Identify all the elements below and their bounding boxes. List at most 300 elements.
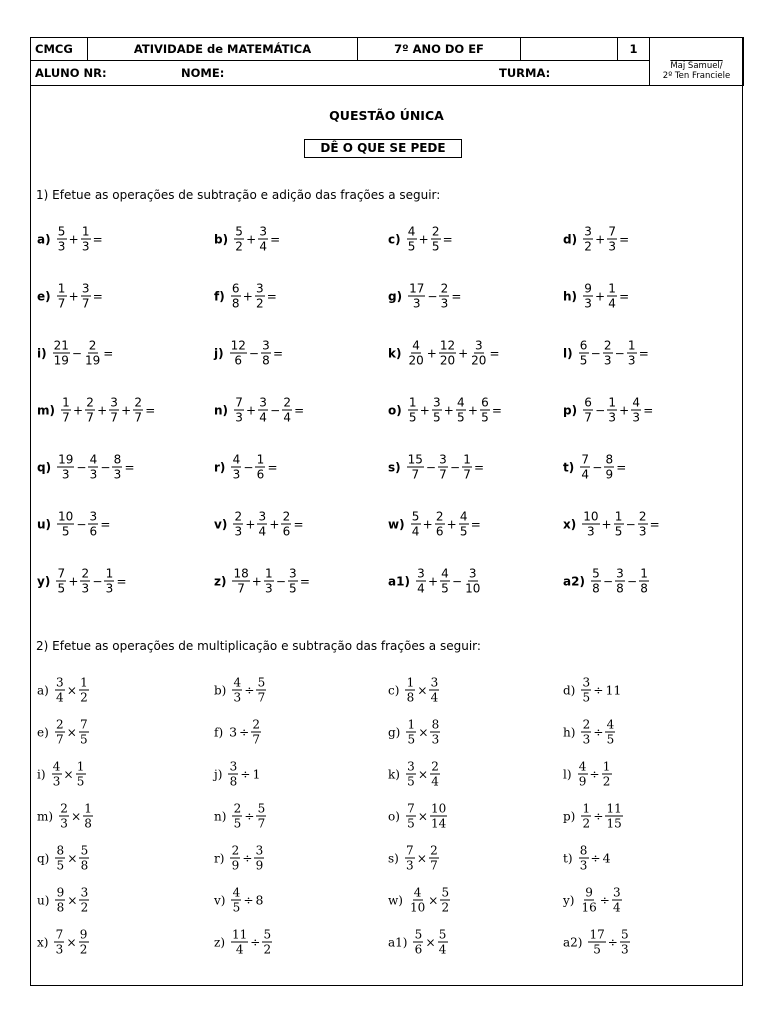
numerator: 2 — [582, 717, 591, 732]
denominator: 6 — [282, 524, 291, 539]
exercise-item — [388, 339, 501, 368]
exercise-expression — [53, 928, 89, 957]
exercise-expression — [580, 718, 616, 747]
exercise-expression — [406, 225, 454, 254]
numerator: 3 — [439, 452, 447, 467]
denominator: 3 — [608, 239, 616, 254]
denominator: 5 — [80, 732, 88, 747]
denominator: 5 — [233, 816, 242, 831]
fraction — [440, 567, 450, 596]
denominator: 3 — [57, 239, 66, 254]
denominator: 6 — [234, 353, 243, 368]
nome-label: NOME: — [181, 66, 225, 80]
numerator: 6 — [231, 281, 240, 296]
fraction — [228, 760, 238, 789]
numerator: 8 — [605, 452, 614, 467]
operator: − — [243, 460, 254, 474]
numerator: 7 — [80, 717, 88, 732]
fraction — [462, 453, 472, 482]
exercise-label: i) — [37, 346, 47, 360]
fraction — [438, 453, 448, 482]
exercise-item — [214, 396, 305, 425]
fraction — [464, 567, 481, 596]
equals-sign: = — [643, 403, 654, 417]
numerator: 4 — [233, 675, 242, 690]
denominator: 3 — [406, 858, 414, 873]
numerator: 4 — [457, 395, 465, 410]
exercise-label: p) — [563, 403, 578, 417]
fraction — [620, 928, 630, 957]
denominator: 8 — [616, 581, 624, 596]
exercise-item — [37, 510, 111, 539]
fraction — [406, 760, 416, 789]
fraction — [256, 802, 266, 831]
operator: − — [71, 346, 82, 360]
denominator: 3 — [264, 581, 273, 596]
denominator: 9 — [578, 774, 587, 789]
denominator: 7 — [463, 467, 471, 482]
denominator: 19 — [84, 353, 101, 368]
denominator: 8 — [592, 581, 600, 596]
exercise-item — [388, 718, 441, 747]
exercise-item — [37, 676, 90, 705]
exercise-item — [37, 396, 156, 425]
equals-sign: = — [649, 517, 660, 531]
operator: + — [619, 403, 630, 417]
grade-cell: 7º ANO DO EF — [358, 38, 521, 61]
numerator: 2 — [88, 338, 97, 353]
numerator: 5 — [621, 927, 629, 942]
section1-heading: 1) Efetue as operações de subtração e adição das frações a seguir: — [36, 188, 441, 202]
equals-sign: = — [124, 460, 135, 474]
fraction — [409, 886, 426, 915]
fraction — [109, 396, 119, 425]
fraction — [615, 567, 625, 596]
numerator: 2 — [234, 509, 243, 524]
denominator: 7 — [252, 732, 260, 747]
fraction — [581, 718, 591, 747]
denominator: 7 — [584, 410, 592, 425]
exercise-expression — [405, 802, 448, 831]
numerator: 8 — [579, 843, 588, 858]
fraction — [580, 886, 597, 915]
denominator: 7 — [439, 467, 447, 482]
exercise-expression — [578, 339, 650, 368]
numerator: 3 — [262, 338, 270, 353]
numerator: 7 — [608, 224, 616, 239]
equals-sign: = — [272, 346, 284, 360]
denominator: 5 — [407, 816, 415, 831]
exercise-label: t) — [563, 851, 573, 865]
denominator: 9 — [255, 858, 264, 873]
exercise-label: y) — [563, 893, 575, 907]
fraction — [233, 510, 243, 539]
fraction — [604, 453, 614, 482]
numerator: 10 — [58, 509, 74, 524]
exercise-expression — [231, 802, 267, 831]
fraction — [79, 886, 89, 915]
fraction — [639, 567, 649, 596]
school-cell: CMCG — [31, 38, 88, 61]
exercise-expression — [54, 844, 90, 873]
exercise-item — [214, 802, 267, 831]
integer: 8 — [255, 892, 264, 908]
fraction — [53, 339, 70, 368]
exercise-label: r) — [214, 460, 226, 474]
denominator: 5 — [408, 410, 417, 425]
operator: + — [68, 232, 79, 246]
exercise-item — [388, 396, 503, 425]
fraction — [256, 676, 266, 705]
numerator: 3 — [612, 885, 621, 900]
exercise-item — [563, 844, 612, 873]
exercise-expression — [577, 760, 613, 789]
numerator: 1 — [608, 395, 616, 410]
operator: − — [76, 460, 87, 474]
numerator: 3 — [432, 395, 441, 410]
exercise-item — [37, 567, 128, 596]
numerator: 3 — [229, 759, 238, 774]
operator: − — [449, 460, 461, 474]
numerator: 1 — [627, 338, 636, 353]
operator: × — [417, 683, 428, 697]
denominator: 7 — [57, 296, 66, 311]
denominator: 3 — [431, 732, 440, 747]
denominator: 6 — [435, 524, 444, 539]
numerator: 10 — [583, 509, 599, 524]
integer: 4 — [602, 850, 611, 866]
numerator: 5 — [80, 843, 89, 858]
fraction — [257, 510, 267, 539]
fraction — [407, 225, 417, 254]
denominator: 20 — [439, 353, 456, 368]
numerator: 7 — [581, 452, 590, 467]
exercise-expression — [227, 760, 261, 789]
numerator: 9 — [56, 885, 65, 900]
denominator: 7 — [110, 410, 118, 425]
fraction — [607, 282, 617, 311]
exercise-item — [37, 760, 87, 789]
operator: − — [614, 346, 625, 360]
fraction — [459, 510, 469, 539]
operator: ÷ — [589, 767, 600, 781]
numerator: 17 — [589, 927, 605, 942]
exercise-expression — [60, 396, 156, 425]
exercise-label: w) — [388, 517, 405, 531]
operator: + — [97, 403, 108, 417]
fraction — [61, 396, 71, 425]
fraction — [55, 676, 65, 705]
numerator: 3 — [259, 395, 267, 410]
numerator: 1 — [602, 759, 611, 774]
exercise-expression — [578, 844, 612, 873]
equals-sign: = — [270, 232, 281, 246]
denominator: 7 — [55, 732, 64, 747]
fraction — [80, 567, 90, 596]
numerator: 1 — [614, 509, 623, 524]
exercise-label: b) — [214, 232, 229, 246]
exercise-expression — [404, 844, 440, 873]
numerator: 4 — [232, 452, 241, 467]
exercise-item — [388, 282, 462, 311]
denominator: 5 — [582, 690, 591, 705]
denominator: 3 — [582, 732, 591, 747]
denominator: 4 — [431, 774, 439, 789]
equals-sign: = — [267, 460, 278, 474]
denominator: 3 — [579, 858, 588, 873]
numerator: 12 — [230, 338, 246, 353]
denominator: 5 — [407, 774, 415, 789]
operator: ÷ — [243, 893, 254, 907]
numerator: 1 — [256, 452, 265, 467]
operator: + — [458, 346, 469, 360]
exercise-item — [388, 510, 482, 539]
exercise-expression — [229, 339, 284, 368]
exercise-expression — [229, 844, 265, 873]
fraction — [439, 339, 456, 368]
exercise-label: u) — [37, 517, 52, 531]
numerator: 1 — [264, 566, 273, 581]
exercise-expression — [408, 886, 451, 915]
exercise-expression — [582, 225, 630, 254]
header-table — [30, 37, 744, 86]
equals-sign: = — [103, 346, 114, 360]
denominator: 3 — [113, 467, 122, 482]
numerator: 7 — [406, 843, 414, 858]
exercise-item — [37, 718, 90, 747]
operator: + — [245, 517, 256, 531]
denominator: 2 — [263, 942, 272, 957]
operator: ÷ — [240, 767, 251, 781]
denominator: 3 — [234, 524, 243, 539]
exercise-label: a1) — [388, 935, 408, 949]
exercise-label: o) — [388, 403, 402, 417]
numerator: 9 — [584, 281, 592, 296]
exercise-expression — [580, 802, 623, 831]
operator: × — [66, 725, 77, 739]
operator: + — [269, 517, 280, 531]
numerator: 2 — [431, 224, 440, 239]
numerator: 21 — [53, 338, 69, 353]
numerator: 4 — [632, 395, 641, 410]
fraction — [262, 928, 272, 957]
operator: × — [425, 935, 436, 949]
numerator: 4 — [459, 509, 468, 524]
fraction — [57, 453, 74, 482]
numerator: 4 — [413, 885, 422, 900]
exercise-expression — [582, 282, 630, 311]
exercise-expression — [405, 718, 441, 747]
denominator: 5 — [431, 239, 440, 254]
exercise-label: c) — [388, 232, 401, 246]
equals-sign: = — [470, 517, 481, 531]
numerator: 5 — [414, 927, 423, 942]
fraction — [603, 339, 613, 368]
exercise-label: y) — [37, 574, 51, 588]
numerator: 4 — [606, 717, 615, 732]
teacher-2: 2º Ten Franciele — [662, 70, 731, 81]
fraction — [79, 718, 89, 747]
exercise-expression — [58, 802, 94, 831]
denominator: 3 — [81, 581, 90, 596]
denominator: 4 — [259, 239, 267, 254]
denominator: 3 — [235, 410, 243, 425]
equals-sign: = — [294, 403, 305, 417]
exercise-label: g) — [388, 289, 403, 303]
fraction — [230, 339, 247, 368]
denominator: 5 — [407, 732, 416, 747]
denominator: 2 — [584, 239, 592, 254]
exercise-item — [214, 567, 311, 596]
numerator: 2 — [231, 843, 240, 858]
fraction — [605, 802, 622, 831]
numerator: 2 — [60, 801, 68, 816]
denominator: 3 — [440, 296, 449, 311]
exercise-item — [563, 567, 650, 596]
denominator: 8 — [406, 690, 415, 705]
exercise-expression — [232, 510, 304, 539]
exercise-item — [214, 339, 284, 368]
fraction — [234, 396, 244, 425]
numerator: 2 — [134, 395, 142, 410]
denominator: 3 — [89, 467, 98, 482]
teachers-cell — [650, 38, 744, 86]
fraction — [254, 844, 264, 873]
denominator: 5 — [481, 410, 489, 425]
exercise-item — [214, 718, 262, 747]
fraction — [607, 225, 617, 254]
fraction — [255, 453, 265, 482]
denominator: 3 — [632, 410, 641, 425]
exercise-label: a2) — [563, 574, 585, 588]
numerator: 3 — [110, 395, 118, 410]
equals-sign: = — [145, 403, 156, 417]
denominator: 4 — [235, 942, 244, 957]
exercise-expression — [582, 396, 654, 425]
page-number: 1 — [618, 38, 650, 61]
denominator: 6 — [256, 467, 265, 482]
operator: × — [417, 767, 429, 781]
numerator: 4 — [89, 452, 98, 467]
denominator: 5 — [614, 524, 623, 539]
denominator: 5 — [459, 524, 468, 539]
denominator: 4 — [581, 467, 590, 482]
operator: × — [428, 893, 439, 907]
fraction — [251, 718, 261, 747]
fraction — [583, 396, 593, 425]
numerator: 3 — [56, 675, 64, 690]
exercise-expression — [412, 928, 448, 957]
fraction — [638, 510, 648, 539]
exercise-label: i) — [37, 767, 46, 781]
numerator: 2 — [55, 717, 64, 732]
exercise-expression — [233, 396, 305, 425]
numerator: 5 — [257, 801, 266, 816]
exercise-expression — [579, 453, 627, 482]
exercise-item — [214, 225, 281, 254]
aluno-nr-label: ALUNO NR: — [35, 66, 107, 80]
denominator: 2 — [80, 690, 88, 705]
denominator: 3 — [233, 690, 242, 705]
denominator: 3 — [60, 816, 68, 831]
exercise-expression — [54, 718, 90, 747]
denominator: 5 — [593, 942, 601, 957]
exercise-label: z) — [214, 574, 227, 588]
numerator: 3 — [474, 338, 483, 353]
operator: − — [452, 574, 463, 588]
fraction — [406, 802, 416, 831]
numerator: 4 — [232, 885, 241, 900]
exercise-expression — [580, 676, 622, 705]
numerator: 5 — [441, 885, 450, 900]
denominator: 3 — [105, 581, 114, 596]
exercise-label: u) — [37, 893, 50, 907]
exercise-item — [214, 760, 261, 789]
blank-cell — [521, 38, 618, 61]
exercise-label: q) — [37, 460, 52, 474]
exercise-item — [563, 339, 650, 368]
fraction — [579, 339, 589, 368]
exercise-item — [214, 928, 273, 957]
denominator: 19 — [53, 353, 69, 368]
exercise-item — [214, 282, 278, 311]
exercise-item — [37, 928, 90, 957]
operator: + — [595, 232, 606, 246]
denominator: 15 — [606, 816, 622, 831]
numerator: 3 — [259, 224, 267, 239]
equals-sign: = — [619, 232, 630, 246]
operator: + — [246, 232, 257, 246]
exercise-expression — [230, 453, 278, 482]
fraction — [581, 676, 591, 705]
numerator: 2 — [435, 509, 444, 524]
exercise-label: f) — [214, 725, 224, 739]
exercise-item — [37, 886, 90, 915]
fraction — [232, 802, 242, 831]
exercise-label: c) — [388, 683, 400, 697]
exercise-label: p) — [563, 809, 576, 823]
exercise-label: d) — [563, 232, 578, 246]
denominator: 4 — [438, 942, 447, 957]
numerator: 3 — [616, 566, 624, 581]
numerator: 5 — [438, 927, 447, 942]
fraction — [456, 396, 466, 425]
numerator: 8 — [113, 452, 122, 467]
denominator: 3 — [603, 353, 612, 368]
numerator: 19 — [58, 452, 74, 467]
numerator: 2 — [283, 395, 291, 410]
fraction — [264, 567, 274, 596]
operator: + — [427, 574, 438, 588]
numerator: 1 — [105, 566, 114, 581]
equals-sign: = — [616, 460, 627, 474]
numerator: 5 — [57, 224, 66, 239]
exercise-item — [563, 928, 631, 957]
operator: − — [427, 289, 438, 303]
operator: − — [248, 346, 259, 360]
denominator: 8 — [229, 774, 238, 789]
fraction — [81, 282, 91, 311]
denominator: 5 — [232, 900, 241, 915]
fraction — [407, 339, 424, 368]
fraction — [416, 567, 426, 596]
fraction — [470, 339, 487, 368]
denominator: 3 — [638, 524, 647, 539]
fraction — [406, 718, 416, 747]
numerator: 3 — [81, 281, 90, 296]
operator: + — [73, 403, 84, 417]
numerator: 1 — [408, 395, 417, 410]
